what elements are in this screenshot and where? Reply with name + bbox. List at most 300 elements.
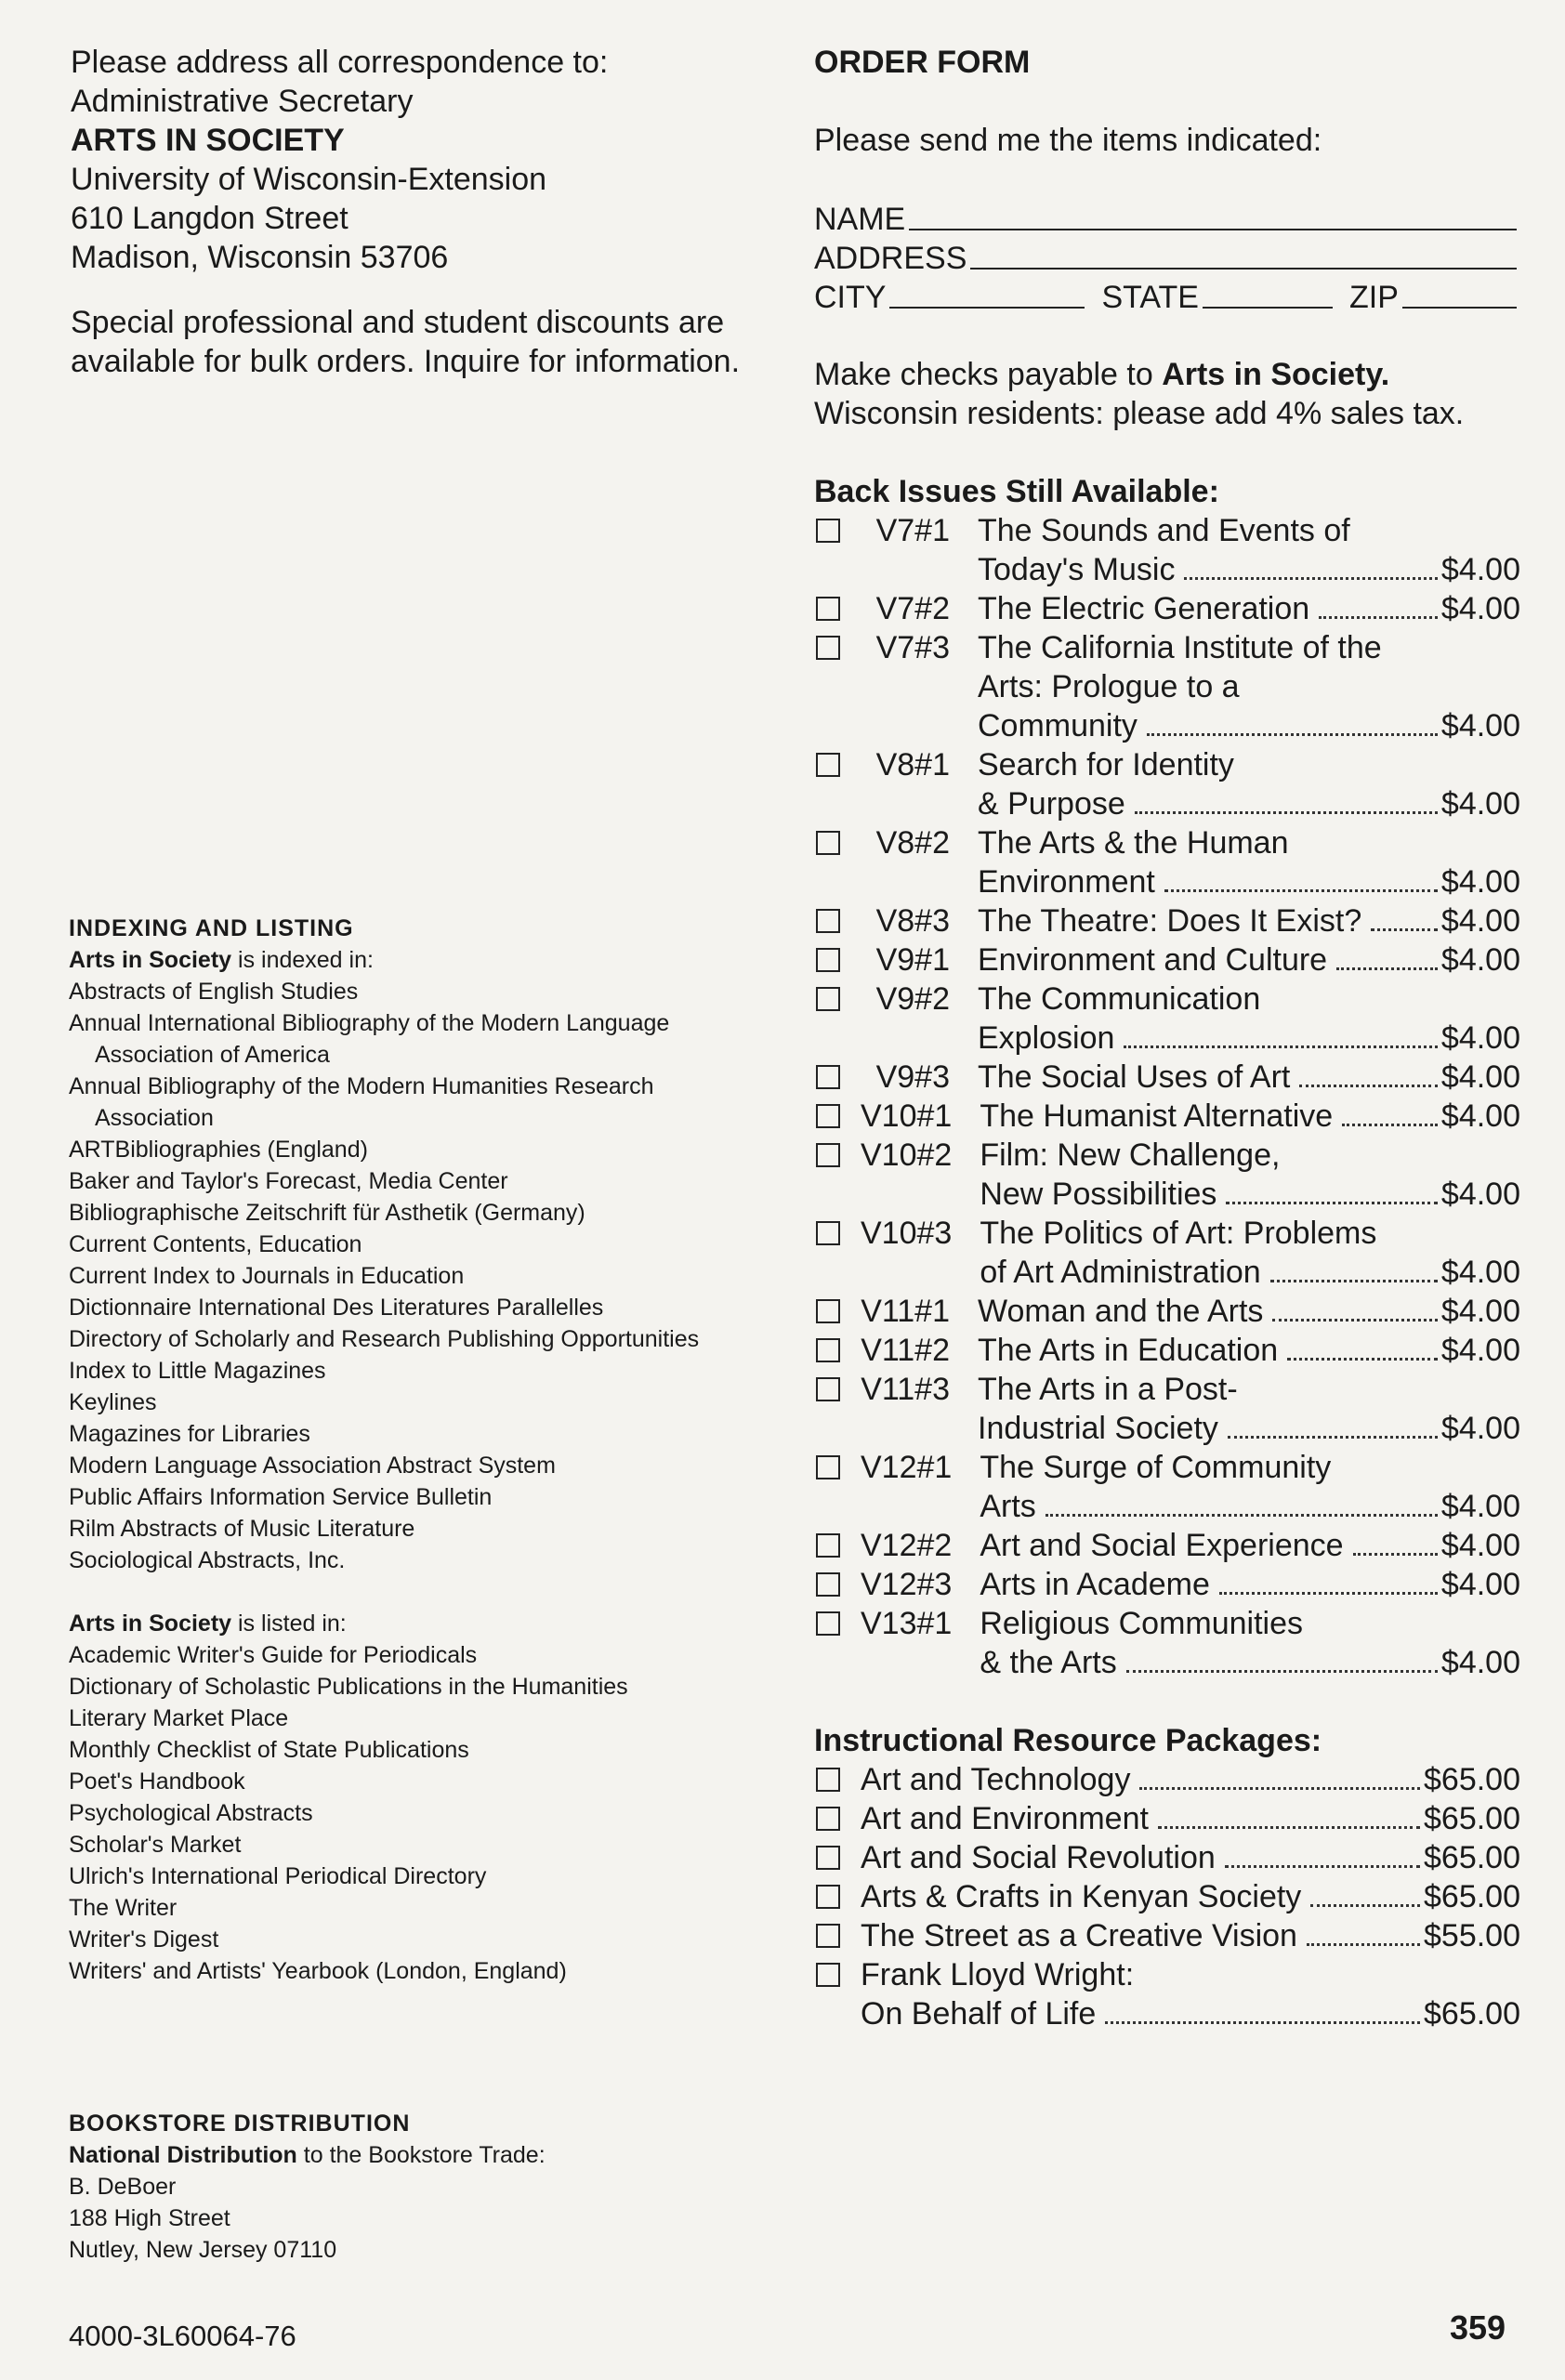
customer-fields [814,199,1520,316]
item-description [978,940,1520,980]
indexed-intro [69,944,775,976]
description-line [978,1409,1520,1448]
address-label: ADDRESS [814,241,967,276]
correspondence-block [71,43,758,381]
title-text: The Electric Generation [978,591,1310,626]
dot-leader [1105,1994,1420,2024]
address-line: Madison, Wisconsin 53706 [71,240,449,275]
checkbox[interactable] [816,1924,840,1948]
description-line [861,1955,1520,1994]
page-number: 359 [1450,2308,1506,2347]
description-line [861,1838,1520,1877]
description-line [980,1604,1520,1643]
back-issue-item[interactable] [814,745,1520,823]
title-text: The Surge of Community [980,1450,1332,1485]
indexed-item: Current Index to Journals in Education [69,1263,465,1289]
title-text: of Art Administration [980,1255,1261,1290]
title-text: Community [978,708,1138,743]
price: $4.00 [1440,942,1520,978]
catalog-code: 4000-3L60064-76 [69,2320,296,2352]
checkbox[interactable] [816,636,840,660]
description-line [978,511,1520,550]
listed-item: Literary Market Place [69,1705,289,1731]
listed-list [69,1639,775,1987]
price: $4.00 [1440,1489,1520,1524]
item-description [978,589,1520,628]
listed-item: Dictionary of Scholastic Publications in the Humanities [69,1674,628,1700]
dot-leader [1126,1643,1438,1673]
dot-leader [1184,550,1437,580]
item-description [861,1916,1520,1955]
description-line [978,862,1520,901]
indexed-item: Modern Language Association Abstract System [69,1453,556,1479]
price: $4.00 [1440,1411,1520,1446]
item-description [980,1448,1520,1526]
title-text: The Arts in Education [978,1333,1279,1368]
address-line: University of Wisconsin-Extension [71,162,547,197]
dot-leader [1046,1487,1438,1517]
back-issue-item[interactable] [814,1331,1520,1370]
price: $65.00 [1424,1996,1520,2032]
dot-leader [1287,1331,1438,1361]
issue-volume: V7#2 [875,591,950,626]
price: $4.00 [1440,1255,1520,1290]
price: $4.00 [1440,1528,1520,1563]
back-issue-item[interactable] [814,980,1520,1058]
indexed-item: Sociological Abstracts, Inc. [69,1547,346,1573]
item-description [980,1097,1520,1136]
back-issues-section [814,472,1520,1682]
description-line [978,1370,1520,1409]
item-description [861,1799,1520,1838]
title-text: Woman and the Arts [978,1294,1264,1329]
description-line [980,1214,1520,1253]
issue-volume: V10#2 [861,1137,953,1173]
description-line [978,901,1520,940]
order-form-intro: Please send me the items indicated: [814,123,1322,158]
indexed-item: Keylines [69,1389,157,1415]
checkbox[interactable] [816,1377,840,1401]
title-text: The Social Uses of Art [978,1059,1291,1095]
title-text: Environment [978,864,1155,900]
bookstore-line: 188 High Street [69,2205,230,2231]
listed-item: Scholar's Market [69,1832,242,1858]
checks-prefix: Make checks payable to [814,357,1163,392]
checkbox[interactable] [816,1807,840,1831]
description-line [980,1448,1520,1487]
address-line: ARTS IN SOCIETY [71,123,345,158]
name-field[interactable] [909,229,1517,230]
indexed-item: Index to Little Magazines [69,1358,326,1384]
item-description [980,1526,1520,1565]
dot-leader [1226,1175,1437,1204]
price: $4.00 [1440,1567,1520,1602]
journal-name: Arts in Society [69,947,232,973]
checkbox[interactable] [816,1611,840,1636]
description-line [861,1994,1520,2033]
issue-volume: V7#3 [875,630,950,665]
title-text: Arts & Crafts in Kenyan Society [861,1879,1302,1914]
state-label: STATE [1101,280,1199,315]
dot-leader [1147,706,1438,736]
description-line [978,940,1520,980]
indexed-item: Public Affairs Information Service Bulletin [69,1484,493,1510]
address-line: 610 Langdon Street [71,201,349,236]
issue-volume: V8#2 [875,825,950,861]
back-issue-item[interactable] [814,1526,1520,1565]
item-description [978,511,1520,589]
back-issue-item[interactable] [814,1136,1520,1214]
checkbox[interactable] [816,1338,840,1362]
price: $4.00 [1440,864,1520,900]
title-text: New Possibilities [980,1177,1217,1212]
indexing-heading: INDEXING AND LISTING [69,915,354,941]
title-text: Frank Lloyd Wright: [861,1957,1135,1992]
checkbox[interactable] [816,909,840,933]
price: $4.00 [1440,786,1520,822]
price: $55.00 [1424,1918,1520,1953]
dot-leader [1307,1916,1420,1946]
price: $4.00 [1440,1294,1520,1329]
listed-item: Writer's Digest [69,1926,219,1953]
title-text: The California Institute of the [978,630,1382,665]
issue-volume: V9#3 [875,1059,950,1095]
title-text: Industrial Society [978,1411,1218,1446]
title-text: The Street as a Creative Vision [861,1918,1297,1953]
checkbox[interactable] [816,597,840,621]
checkbox[interactable] [816,1104,840,1128]
package-item[interactable] [814,1760,1520,1799]
description-line [978,1331,1520,1370]
title-text: Film: New Challenge, [980,1137,1281,1173]
item-description [978,823,1520,901]
back-issue-item[interactable] [814,1448,1520,1526]
indexed-item: Magazines for Libraries [69,1421,310,1447]
issue-volume: V11#3 [861,1372,950,1407]
title-text: The Humanist Alternative [980,1098,1334,1134]
city-label: CITY [814,280,887,315]
item-description [861,1955,1520,2033]
title-text: Art and Social Revolution [861,1840,1216,1875]
back-issue-item[interactable] [814,589,1520,628]
description-line [978,823,1520,862]
item-description [980,1565,1520,1604]
checks-payee: Arts in Society. [1162,357,1390,392]
dot-leader [1299,1058,1438,1087]
back-issue-item[interactable] [814,901,1520,940]
title-text: Art and Environment [861,1801,1149,1836]
item-description [980,1214,1520,1292]
listed-item: The Writer [69,1895,178,1921]
title-text: Art and Technology [861,1762,1131,1797]
package-item[interactable] [814,1916,1520,1955]
address-field[interactable] [970,268,1517,270]
issue-volume: V11#2 [861,1333,950,1368]
checks-line [814,355,1520,394]
price: $4.00 [1440,1020,1520,1056]
back-issue-item[interactable] [814,823,1520,901]
indexed-item: Annual International Bibliography of the Modern Language Association of America [69,1010,670,1068]
title-text: & Purpose [978,786,1125,822]
journal-name: Arts in Society [69,1611,232,1637]
price: $4.00 [1440,1645,1520,1680]
order-form [814,43,1520,2033]
price: $4.00 [1440,1098,1520,1134]
item-description [978,980,1520,1058]
indexed-item: Abstracts of English Studies [69,979,359,1005]
title-text: The Arts in a Post- [978,1372,1238,1407]
listed-intro [69,1608,775,1639]
issue-volume: V8#1 [875,747,950,782]
discount-note: Special professional and student discounts are available for bulk orders. Inquire for information. [71,305,741,379]
package-item[interactable] [814,1799,1520,1838]
listed-item: Academic Writer's Guide for Periodicals [69,1642,478,1668]
title-text: Arts in Academe [980,1567,1210,1602]
checkbox[interactable] [816,1065,840,1089]
title-text: The Sounds and Events of [978,513,1350,548]
description-line [978,745,1520,784]
title-text: On Behalf of Life [861,1996,1097,2032]
item-description [861,1838,1520,1877]
dot-leader [1270,1253,1438,1282]
description-line [980,1526,1520,1565]
payment-note [814,355,1520,433]
back-issue-item[interactable] [814,1058,1520,1097]
checkbox[interactable] [816,519,840,543]
checkbox[interactable] [816,831,840,855]
zip-label: ZIP [1348,280,1399,315]
indexed-intro-text: is indexed in: [231,947,374,973]
title-text: & the Arts [980,1645,1117,1680]
title-text: Search for Identity [978,747,1234,782]
description-line [980,1253,1520,1292]
item-description [861,1760,1520,1799]
description-line [978,980,1520,1019]
dot-leader [1139,1760,1420,1790]
back-issue-item[interactable] [814,1214,1520,1292]
zip-field[interactable] [1402,307,1517,309]
item-description [980,1136,1520,1214]
listed-item: Ulrich's International Periodical Directory [69,1863,487,1889]
description-line [980,1487,1520,1526]
checkbox[interactable] [816,987,840,1011]
city-field[interactable] [889,307,1085,309]
title-text: The Politics of Art: Problems [980,1216,1377,1251]
title-text: The Theatre: Does It Exist? [978,903,1362,939]
indexed-item: Current Contents, Education [69,1231,362,1257]
description-line [978,628,1520,667]
name-row [814,199,1520,238]
package-item[interactable] [814,1955,1520,2033]
dot-leader [1158,1799,1420,1829]
indexed-item: Bibliographische Zeitschrift für Asthetik (Germany) [69,1200,585,1226]
description-line [980,1097,1520,1136]
item-description [978,901,1520,940]
indexed-item: Baker and Taylor's Forecast, Media Center [69,1168,508,1194]
description-line [978,706,1520,745]
description-line [978,667,1520,706]
indexed-item: Directory of Scholarly and Research Publishing Opportunities [69,1326,700,1352]
back-issue-item[interactable] [814,511,1520,589]
dot-leader [1371,901,1438,931]
address-line: Please address all correspondence to: [71,45,609,80]
description-line [978,1019,1520,1058]
checkbox[interactable] [816,948,840,972]
description-line [980,1643,1520,1682]
price: $65.00 [1424,1801,1520,1836]
issue-volume: V8#3 [875,903,950,939]
indexed-item: Annual Bibliography of the Modern Humanities Research Association [69,1073,654,1131]
dot-leader [1342,1097,1438,1126]
checkbox[interactable] [816,1846,840,1870]
dot-leader [1353,1526,1438,1556]
title-text: Arts [980,1489,1036,1524]
name-label: NAME [814,202,906,237]
listed-intro-text: is listed in: [231,1611,347,1637]
price: $4.00 [1440,1059,1520,1095]
indexing-section [69,913,775,1987]
state-field[interactable] [1203,307,1333,309]
description-line [980,1136,1520,1175]
bookstore-line: Nutley, New Jersey 07110 [69,2237,337,2263]
price: $4.00 [1440,903,1520,939]
price: $65.00 [1424,1840,1520,1875]
issue-volume: V10#3 [861,1216,953,1251]
bookstore-heading: BOOKSTORE DISTRIBUTION [69,2110,411,2137]
price: $4.00 [1440,1177,1520,1212]
price: $4.00 [1440,552,1520,587]
tax-line: Wisconsin residents: please add 4% sales tax. [814,396,1465,431]
issue-volume: V13#1 [861,1606,953,1641]
listed-item: Poet's Handbook [69,1769,245,1795]
checkbox[interactable] [816,1885,840,1909]
issue-volume: V12#3 [861,1567,953,1602]
item-description [978,1331,1520,1370]
item-description [978,745,1520,823]
description-line [861,1760,1520,1799]
title-text: The Communication [978,981,1261,1017]
package-item[interactable] [814,1877,1520,1916]
dot-leader [1228,1409,1438,1439]
listed-item: Monthly Checklist of State Publications [69,1737,469,1763]
back-issue-item[interactable] [814,1097,1520,1136]
checkbox[interactable] [816,1963,840,1987]
back-issue-item[interactable] [814,1292,1520,1331]
national-distribution-label: National Distribution [69,2142,297,2168]
title-text: Art and Social Experience [980,1528,1344,1563]
issue-volume: V9#1 [875,942,950,978]
indexed-item: Dictionnaire International Des Literatures Parallelles [69,1295,604,1321]
price: $65.00 [1424,1762,1520,1797]
issue-volume: V12#2 [861,1528,953,1563]
packages-list [814,1760,1520,2033]
description-line [980,1175,1520,1214]
price: $65.00 [1424,1879,1520,1914]
dot-leader [1135,784,1438,814]
issue-volume: V10#1 [861,1098,953,1134]
listed-item: Writers' and Artists' Yearbook (London, England) [69,1958,567,1984]
title-text: Arts: Prologue to a [978,669,1240,704]
back-issue-item[interactable] [814,1370,1520,1448]
description-line [978,550,1520,589]
packages-section [814,1721,1520,2033]
description-line [861,1916,1520,1955]
checkbox[interactable] [816,1143,840,1167]
dot-leader [1272,1292,1437,1321]
description-line [980,1565,1520,1604]
price: $4.00 [1440,1333,1520,1368]
title-text: Explosion [978,1020,1115,1056]
indexed-list [69,976,775,1576]
issue-volume: V9#2 [875,981,950,1017]
back-issue-item[interactable] [814,628,1520,745]
item-description [978,1292,1520,1331]
issue-volume: V12#1 [861,1450,953,1485]
checkbox[interactable] [816,1572,840,1597]
dot-leader [1336,940,1438,970]
package-item[interactable] [814,1838,1520,1877]
issue-volume: V7#1 [875,513,950,548]
indexed-item: Rilm Abstracts of Music Literature [69,1516,415,1542]
packages-title: Instructional Resource Packages: [814,1723,1322,1758]
checkbox[interactable] [816,1221,840,1245]
checkbox[interactable] [816,1533,840,1558]
price: $4.00 [1440,591,1520,626]
description-line [861,1799,1520,1838]
checkbox[interactable] [816,1768,840,1792]
title-text: Today's Music [978,552,1176,587]
dot-leader [1219,1565,1438,1595]
order-form-title: ORDER FORM [814,45,1031,80]
item-description [978,628,1520,745]
description-line [978,1292,1520,1331]
item-description [978,1370,1520,1448]
address-block [71,43,758,277]
description-line [978,589,1520,628]
listed-item: Psychological Abstracts [69,1800,313,1826]
title-text: Environment and Culture [978,942,1328,978]
back-issue-item[interactable] [814,940,1520,980]
bookstore-line: B. DeBoer [69,2174,177,2200]
dot-leader [1310,1877,1420,1907]
checkbox[interactable] [816,753,840,777]
issue-volume: V11#1 [861,1294,950,1329]
back-issue-item[interactable] [814,1604,1520,1682]
dot-leader [1164,862,1438,892]
item-description [861,1877,1520,1916]
checkbox[interactable] [816,1299,840,1323]
description-line [978,1058,1520,1097]
title-text: Religious Communities [980,1606,1304,1641]
dot-leader [1124,1019,1437,1048]
city-state-zip-row [814,277,1520,316]
address-row [814,238,1520,277]
back-issue-item[interactable] [814,1565,1520,1604]
indexed-item: ARTBibliographies (England) [69,1137,368,1163]
address-line: Administrative Secretary [71,84,414,119]
title-text: The Arts & the Human [978,825,1289,861]
national-distribution-text: to the Bookstore Trade: [296,2142,546,2168]
price: $4.00 [1440,708,1520,743]
bookstore-section [69,2108,775,2266]
national-distribution [69,2139,775,2171]
item-description [980,1604,1520,1682]
description-line [978,784,1520,823]
checkbox[interactable] [816,1455,840,1479]
dot-leader [1225,1838,1420,1868]
description-line [861,1877,1520,1916]
dot-leader [1319,589,1438,619]
